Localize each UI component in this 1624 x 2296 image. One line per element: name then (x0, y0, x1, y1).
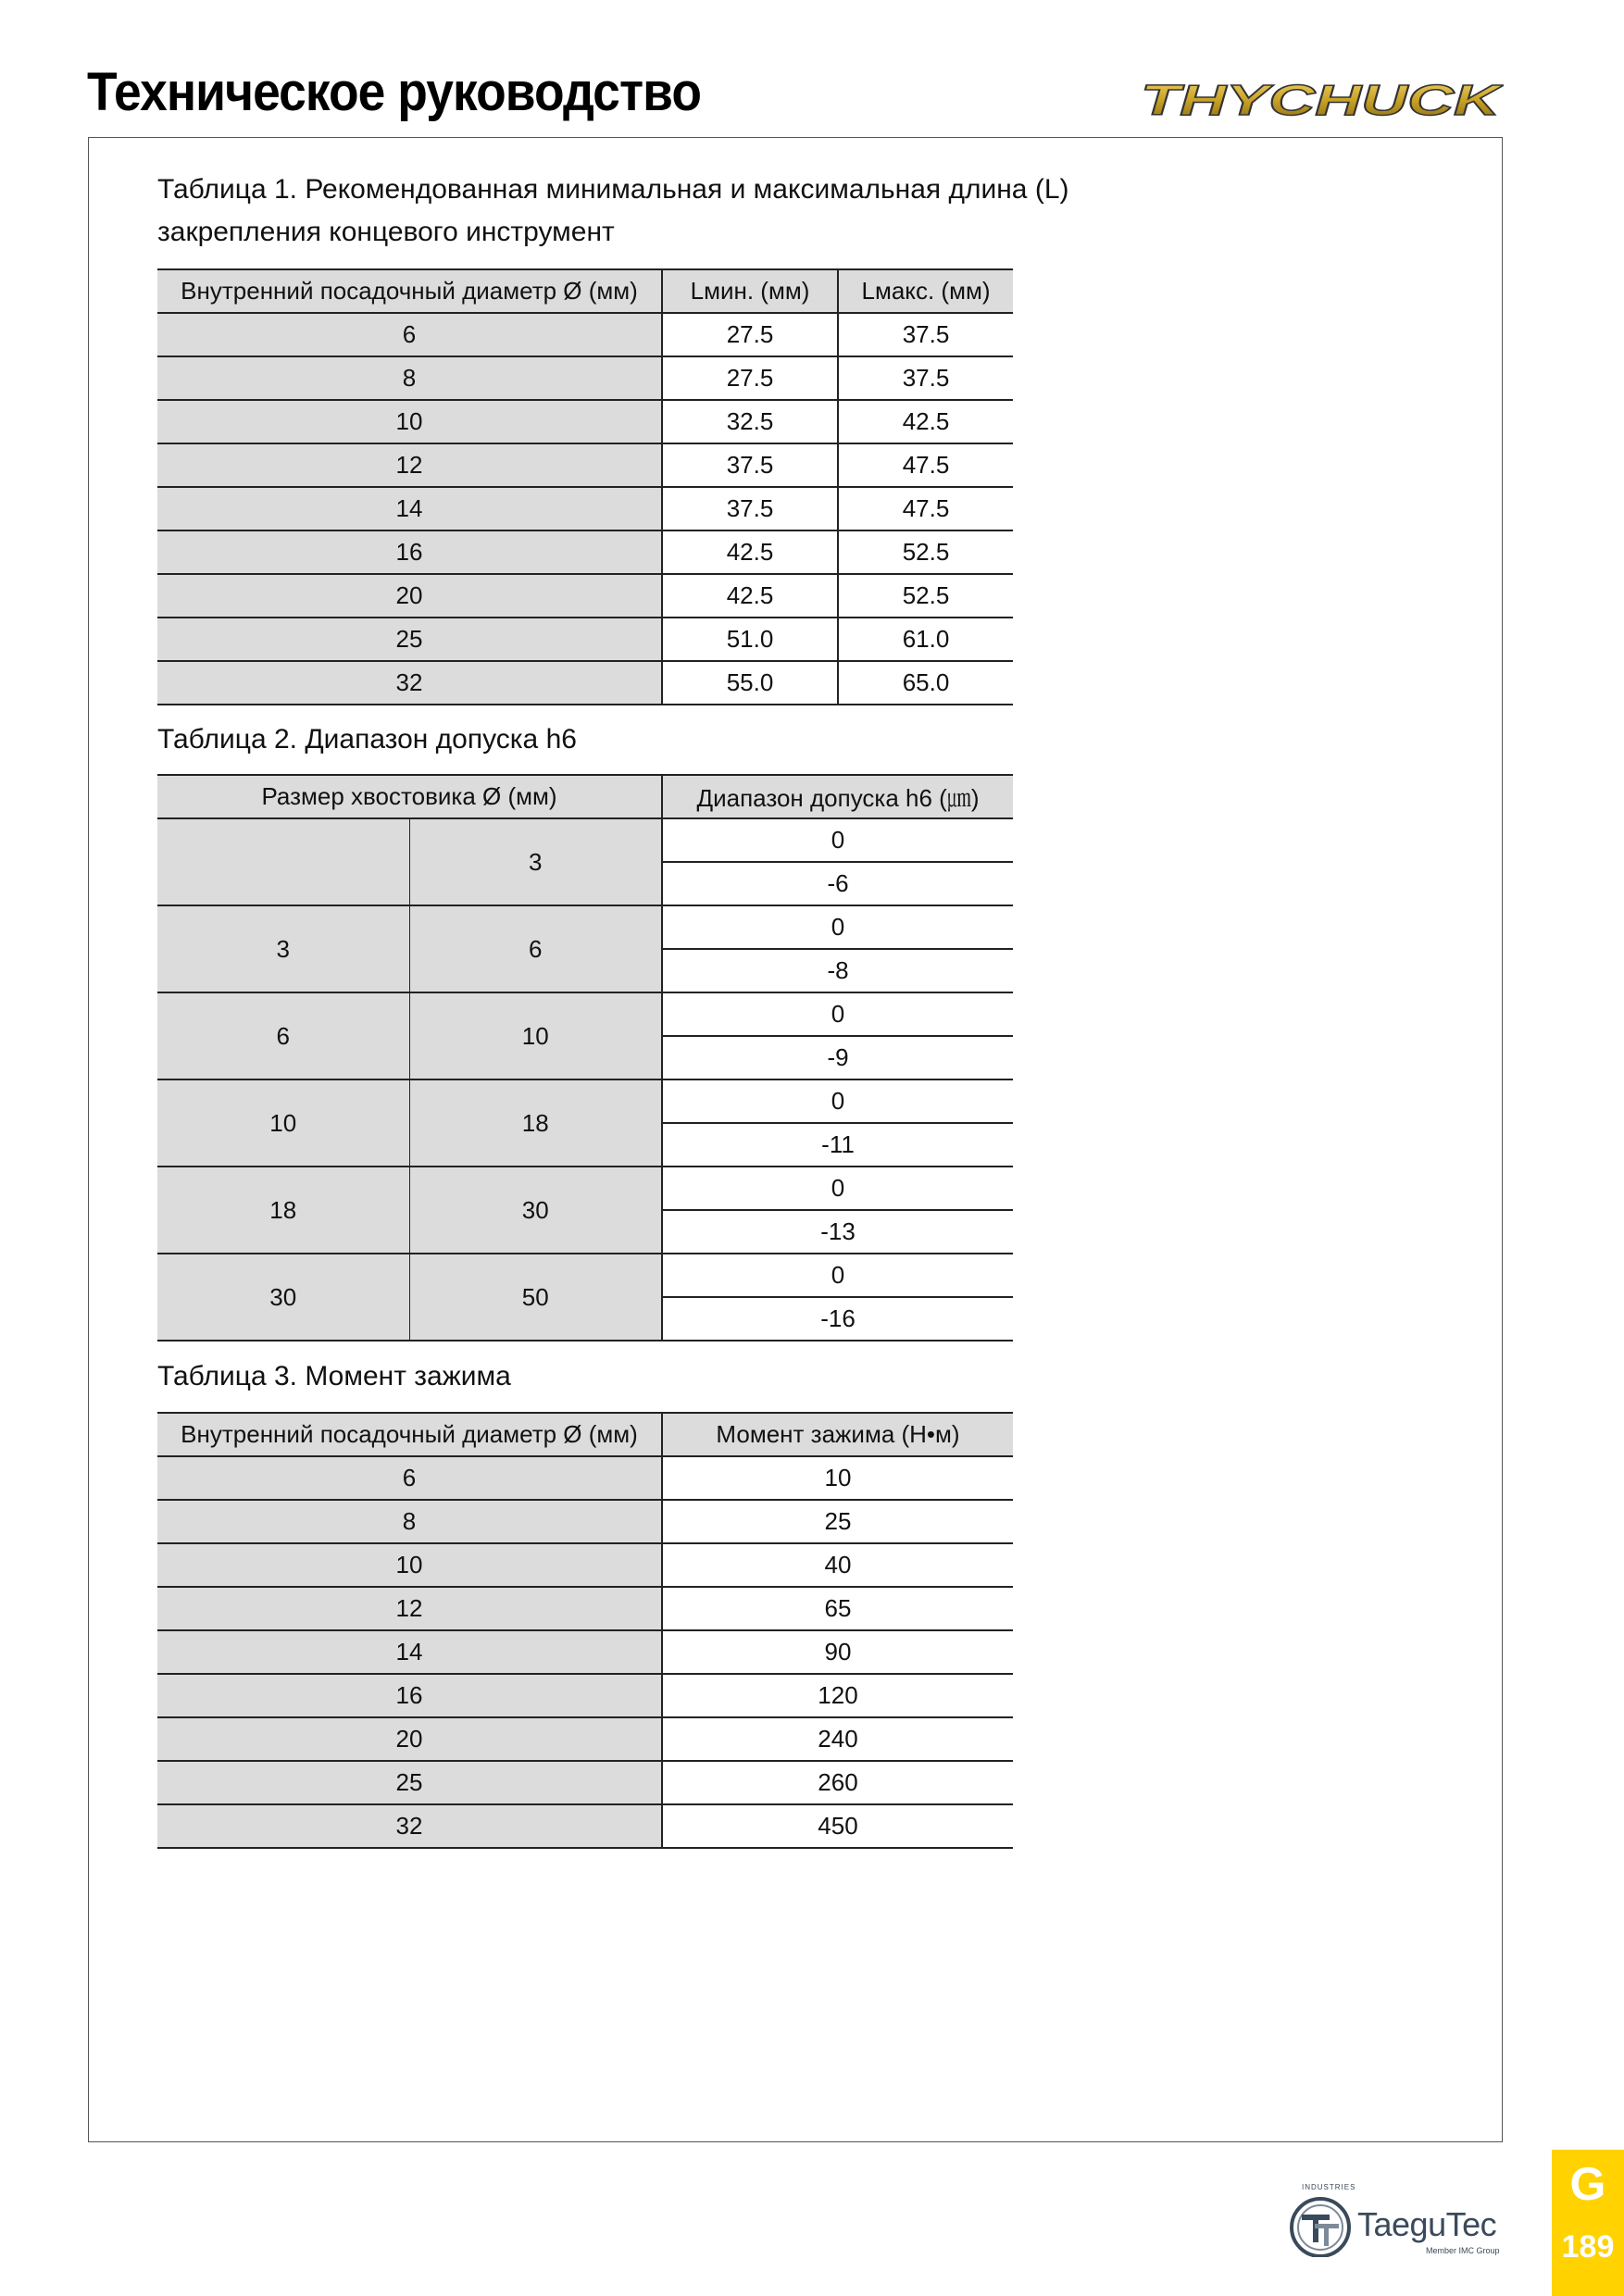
table2-cell-from: 3 (157, 905, 409, 992)
table2-cell-from (157, 818, 409, 905)
table-row (157, 618, 1013, 661)
table1-caption-line1: Таблица 1. Рекомендованная минимальная и максимальная длина (L) (157, 174, 1069, 205)
table1-header-diameter: Внутренний посадочный диаметр Ø (мм) (157, 269, 662, 313)
table1-cell-lmin: 37.5 (662, 487, 838, 530)
table-row (157, 1587, 1013, 1630)
table1-cell-diameter: 12 (157, 443, 662, 487)
table-row (157, 1630, 1013, 1674)
table1-cell-lmin: 42.5 (662, 574, 838, 618)
table2-tolerance-range (157, 774, 1013, 1341)
table2-cell-to: 10 (409, 992, 662, 1079)
table1-cell-lmin: 27.5 (662, 313, 838, 356)
table1-cell-diameter: 25 (157, 618, 662, 661)
table2-cell-from: 6 (157, 992, 409, 1079)
table3-cell-torque: 65 (662, 1587, 1013, 1630)
table3-cell-diameter: 10 (157, 1543, 662, 1587)
table-row (157, 1167, 1013, 1210)
table-row (157, 400, 1013, 443)
table2-cell-upper: 0 (662, 1254, 1013, 1297)
table1-cell-lmax: 61.0 (838, 618, 1013, 661)
table1-cell-diameter: 14 (157, 487, 662, 530)
table3-caption: Таблица 3. Момент зажима (157, 1361, 511, 1391)
table1-cell-lmax: 65.0 (838, 661, 1013, 705)
table2-cell-upper: 0 (662, 1079, 1013, 1123)
table-row (157, 574, 1013, 618)
table1-min-max-length (157, 268, 1013, 705)
table2-cell-from: 10 (157, 1079, 409, 1167)
table2-cell-upper: 0 (662, 1167, 1013, 1210)
table3-cell-diameter: 32 (157, 1804, 662, 1848)
table-row (157, 1543, 1013, 1587)
table-row (157, 818, 1013, 862)
section-tab (1552, 2150, 1624, 2296)
table1-cell-diameter: 10 (157, 400, 662, 443)
table3-cell-diameter: 12 (157, 1587, 662, 1630)
table1-caption (157, 168, 1176, 254)
table1-cell-diameter: 32 (157, 661, 662, 705)
table3-cell-diameter: 25 (157, 1761, 662, 1804)
table3-cell-torque: 10 (662, 1456, 1013, 1500)
table2-cell-to: 6 (409, 905, 662, 992)
table-row (157, 1500, 1013, 1543)
table2-cell-to: 30 (409, 1167, 662, 1254)
table1-cell-diameter: 16 (157, 530, 662, 574)
table3-cell-diameter: 8 (157, 1500, 662, 1543)
table1-cell-lmax: 47.5 (838, 487, 1013, 530)
table1-cell-lmin: 55.0 (662, 661, 838, 705)
table2-cell-from: 30 (157, 1254, 409, 1341)
table1-cell-lmax: 52.5 (838, 530, 1013, 574)
table2-cell-upper: 0 (662, 992, 1013, 1036)
table1-cell-lmin: 42.5 (662, 530, 838, 574)
table1-cell-diameter: 6 (157, 313, 662, 356)
table1-cell-lmin: 27.5 (662, 356, 838, 400)
table1-cell-lmin: 37.5 (662, 443, 838, 487)
company-sub: Member IMC Group (1426, 2246, 1500, 2255)
table1-header-row (157, 269, 1013, 313)
table2-cell-lower: -16 (662, 1297, 1013, 1341)
table2-cell-lower: -8 (662, 949, 1013, 992)
table1-cell-lmax: 37.5 (838, 356, 1013, 400)
table1-header-lmax: Lмакс. (мм) (838, 269, 1013, 313)
table1-cell-diameter: 20 (157, 574, 662, 618)
table3-cell-torque: 120 (662, 1674, 1013, 1717)
table-row (157, 487, 1013, 530)
table-row (157, 1761, 1013, 1804)
table2-cell-upper: 0 (662, 905, 1013, 949)
table-row (157, 1254, 1013, 1297)
section-letter: G (1569, 2158, 1606, 2210)
table-row (157, 992, 1013, 1036)
table-row (157, 356, 1013, 400)
table-row (157, 1674, 1013, 1717)
table-row (157, 443, 1013, 487)
table3-header-row (157, 1413, 1013, 1456)
table1-cell-lmax: 42.5 (838, 400, 1013, 443)
table1-caption-line2: закрепления концевого инструмент (157, 217, 615, 247)
table-row (157, 313, 1013, 356)
table2-cell-lower: -13 (662, 1210, 1013, 1254)
company-top-label: INDUSTRIES (1302, 2183, 1356, 2191)
table1-cell-diameter: 8 (157, 356, 662, 400)
table2-header-tolerance: Диапазон допуска h6 (㎛) (662, 775, 1013, 818)
table3-header-diameter: Внутренний посадочный диаметр Ø (мм) (157, 1413, 662, 1456)
table2-caption: Таблица 2. Диапазон допуска h6 (157, 724, 577, 755)
table1-cell-lmin: 32.5 (662, 400, 838, 443)
table3-cell-torque: 90 (662, 1630, 1013, 1674)
table2-cell-lower: -9 (662, 1036, 1013, 1079)
table1-header-lmin: Lмин. (мм) (662, 269, 838, 313)
table3-cell-diameter: 16 (157, 1674, 662, 1717)
table3-cell-diameter: 6 (157, 1456, 662, 1500)
table-row (157, 1456, 1013, 1500)
company-name: TaeguTec (1357, 2205, 1497, 2243)
table1-cell-lmax: 37.5 (838, 313, 1013, 356)
table3-cell-torque: 450 (662, 1804, 1013, 1848)
table2-cell-to: 18 (409, 1079, 662, 1167)
table3-cell-torque: 40 (662, 1543, 1013, 1587)
brand-name: THYCHUCK (1141, 76, 1504, 124)
table3-cell-torque: 25 (662, 1500, 1013, 1543)
table-row (157, 661, 1013, 705)
table3-clamping-torque (157, 1412, 1013, 1849)
table2-cell-lower: -6 (662, 862, 1013, 905)
page-title: Техническое руководство (87, 62, 702, 122)
table2-cell-to: 50 (409, 1254, 662, 1341)
table3-header-torque: Момент зажима (Н•м) (662, 1413, 1013, 1456)
table1-cell-lmax: 52.5 (838, 574, 1013, 618)
table-row (157, 1717, 1013, 1761)
table2-cell-upper: 0 (662, 818, 1013, 862)
table3-cell-torque: 240 (662, 1717, 1013, 1761)
table-row (157, 1079, 1013, 1123)
table-row (157, 1804, 1013, 1848)
thychuck-logo (1137, 74, 1504, 130)
table2-header-row (157, 775, 1013, 818)
table2-cell-lower: -11 (662, 1123, 1013, 1167)
table1-cell-lmin: 51.0 (662, 618, 838, 661)
table3-cell-diameter: 20 (157, 1717, 662, 1761)
table2-header-shank-size: Размер хвостовика Ø (мм) (157, 775, 662, 818)
page-number: 189 (1561, 2229, 1615, 2265)
table2-cell-to: 3 (409, 818, 662, 905)
table-row (157, 530, 1013, 574)
table-row (157, 905, 1013, 949)
table2-cell-from: 18 (157, 1167, 409, 1254)
table3-cell-diameter: 14 (157, 1630, 662, 1674)
table3-cell-torque: 260 (662, 1761, 1013, 1804)
table1-cell-lmax: 47.5 (838, 443, 1013, 487)
